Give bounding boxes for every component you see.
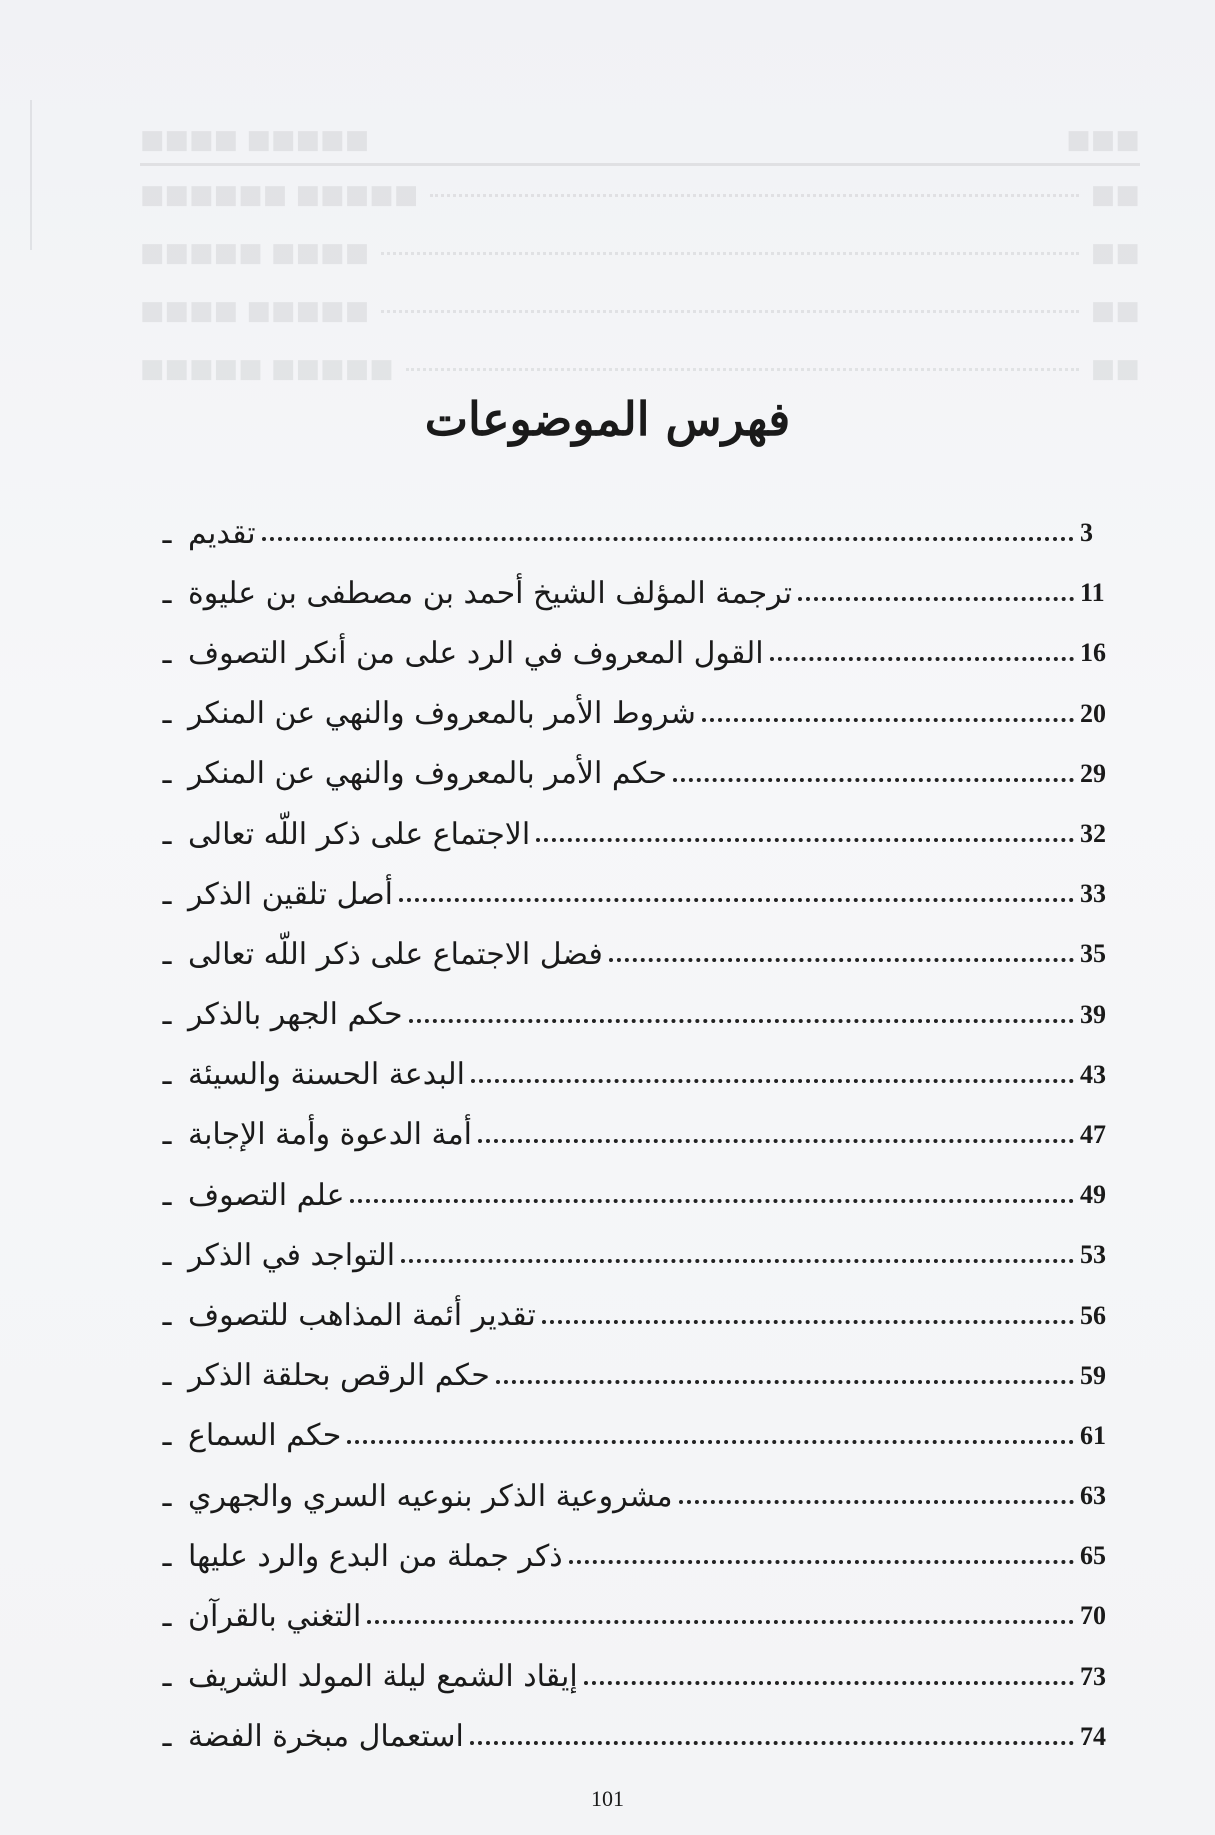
toc-dot-leader [399,898,1074,902]
toc-entry-title: ترجمة المؤلف الشيخ أحمد بن مصطفى بن عليوة [188,575,793,611]
toc-entry-title: أمة الدعوة وأمة الإجابة [188,1117,472,1153]
toc-entry-dash: ـ [162,1057,172,1093]
toc-entry-page-number: 61 [1080,1420,1106,1450]
toc-entry-page-number: 3 [1080,518,1093,548]
toc-entry-title: تقديم [188,515,256,551]
page-crease [30,100,32,250]
toc-entry-title: علم التصوف [188,1177,345,1213]
toc-entry-page-number: 20 [1080,698,1106,728]
toc-entry-page-number: 70 [1080,1601,1106,1631]
toc-dot-leader [496,1380,1074,1384]
toc-entry-page-number: 43 [1080,1059,1106,1089]
toc-entry [154,804,1124,864]
toc-entry-dash: ـ [162,1418,172,1454]
toc-entry-dash: ـ [162,635,172,671]
table-of-contents [154,503,1124,1767]
toc-entry-page-number: 35 [1080,939,1106,969]
toc-entry-page-number: 32 [1080,819,1106,849]
toc-entry-page-number: 29 [1080,758,1106,788]
toc-dot-leader [609,958,1074,962]
toc-entry-dash: ـ [162,1538,172,1574]
toc-entry-title: القول المعروف في الرد على من أنكر التصوف [188,635,764,671]
toc-entry-dash: ـ [162,936,172,972]
toc-entry-title: الاجتماع على ذكر اللّه تعالى [188,816,531,852]
toc-dot-leader [542,1320,1074,1324]
toc-entry [154,744,1124,804]
toc-entry-title: ذكر جملة من البدع والرد عليها [188,1538,563,1574]
toc-entry-dash: ـ [162,997,172,1033]
toc-entry-title: حكم الجهر بالذكر [188,997,403,1033]
toc-entry-dash: ـ [162,1177,172,1213]
toc-entry-dash: ـ [162,575,172,611]
toc-entry-page-number: 59 [1080,1360,1106,1390]
toc-entry-dash: ـ [162,756,172,792]
toc-entry-dash: ـ [162,1719,172,1755]
toc-entry-title: التغني بالقرآن [188,1598,362,1634]
toc-entry-title: استعمال مبخرة الفضة [188,1719,464,1755]
toc-dot-leader [401,1259,1074,1263]
toc-dot-leader [478,1139,1074,1143]
toc-entry [154,563,1124,623]
toc-entry [154,1285,1124,1345]
toc-entry [154,1586,1124,1646]
toc-entry [154,1526,1124,1586]
toc-entry-page-number: 11 [1080,578,1105,608]
toc-entry [154,503,1124,563]
toc-entry [154,1225,1124,1285]
toc-entry-page-number: 39 [1080,999,1106,1029]
toc-entry-page-number: 65 [1080,1541,1106,1571]
toc-entry-dash: ـ [162,696,172,732]
toc-entry-page-number: 49 [1080,1180,1106,1210]
toc-dot-leader [673,778,1074,782]
toc-dot-leader [367,1620,1074,1624]
toc-entry-title: أصل تلقين الذكر [188,876,394,912]
toc-dot-leader [262,537,1074,541]
toc-entry-page-number: 53 [1080,1240,1106,1270]
toc-dot-leader [702,718,1074,722]
toc-entry [154,985,1124,1045]
toc-entry-dash: ـ [162,515,172,551]
toc-entry-dash: ـ [162,1358,172,1394]
toc-dot-leader [770,657,1074,661]
toc-dot-leader [350,1199,1074,1203]
toc-dot-leader [471,1079,1074,1083]
toc-entry [154,1105,1124,1165]
toc-dot-leader [470,1741,1074,1745]
toc-entry-title: البدعة الحسنة والسيئة [188,1057,465,1093]
toc-entry [154,684,1124,744]
toc-entry [154,864,1124,924]
toc-entry-dash: ـ [162,1237,172,1273]
toc-dot-leader [347,1440,1074,1444]
toc-entry-page-number: 73 [1080,1661,1106,1691]
toc-dot-leader [409,1019,1074,1023]
toc-entry-title: مشروعية الذكر بنوعيه السري والجهري [188,1478,673,1514]
toc-entry-title: حكم الأمر بالمعروف والنهي عن المنكر [188,756,667,792]
toc-entry [154,1647,1124,1707]
toc-entry-title: شروط الأمر بالمعروف والنهي عن المنكر [188,696,696,732]
toc-entry-dash: ـ [162,1117,172,1153]
toc-dot-leader [679,1500,1074,1504]
toc-entry-title: فضل الاجتماع على ذكر اللّه تعالى [188,936,603,972]
toc-entry-page-number: 56 [1080,1300,1106,1330]
bleed-through-decoration: ■■■■ ■■■■■ ■■■ ■■■■■■ ■■■■■ ■■ ■■■■■ ■■■■ ■■ ■■■■ ■■■■■ ■■ ■■■■■ ■■■■■ ■■ [140,95,1140,435]
toc-entry-title: حكم الرقص بحلقة الذكر [188,1358,490,1394]
toc-entry-title: إيقاد الشمع ليلة المولد الشريف [188,1659,578,1695]
toc-entry [154,1165,1124,1225]
toc-entry-dash: ـ [162,1298,172,1334]
toc-entry [154,1406,1124,1466]
page-title: فهرس الموضوعات [424,392,791,446]
toc-entry [154,1707,1124,1767]
toc-entry [154,1346,1124,1406]
toc-entry-page-number: 16 [1080,638,1106,668]
toc-entry-dash: ـ [162,1478,172,1514]
toc-entry [154,1466,1124,1526]
toc-entry-title: تقدير أئمة المذاهب للتصوف [188,1298,536,1334]
toc-entry-dash: ـ [162,1659,172,1695]
toc-entry-title: حكم السماع [188,1418,342,1454]
toc-entry [154,924,1124,984]
toc-entry [154,623,1124,683]
toc-entry-page-number: 63 [1080,1481,1106,1511]
toc-entry-title: التواجد في الذكر [188,1237,396,1273]
toc-entry-page-number: 47 [1080,1119,1106,1149]
page-number: 101 [591,1786,624,1811]
toc-entry-dash: ـ [162,816,172,852]
toc-entry-page-number: 33 [1080,879,1106,909]
toc-entry-dash: ـ [162,1598,172,1634]
toc-entry [154,1045,1124,1105]
toc-entry-page-number: 74 [1080,1721,1106,1751]
toc-entry-dash: ـ [162,876,172,912]
toc-dot-leader [584,1681,1074,1685]
toc-dot-leader [536,838,1074,842]
toc-dot-leader [569,1560,1074,1564]
toc-dot-leader [798,597,1074,601]
